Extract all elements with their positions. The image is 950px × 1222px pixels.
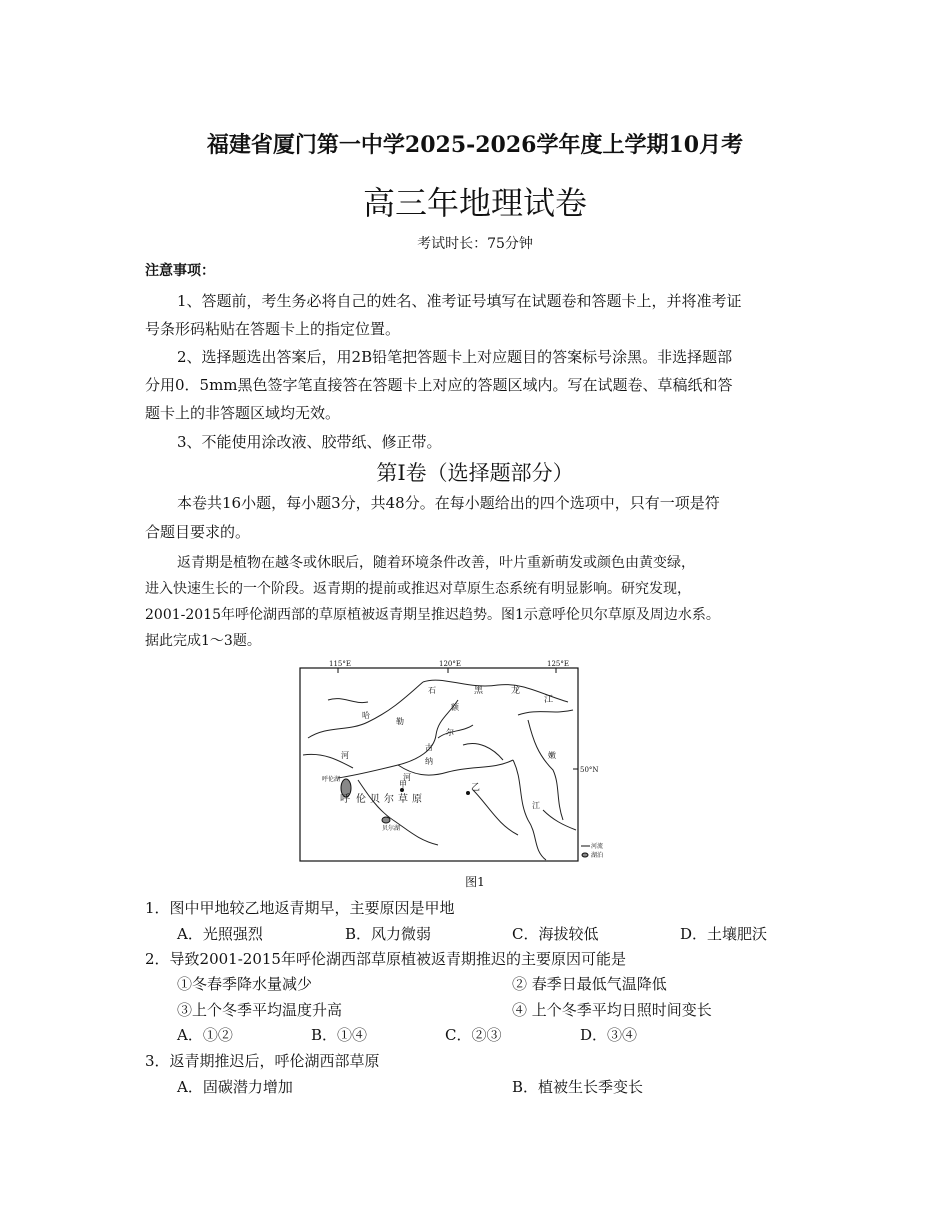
lon-label-125: 125°E [547,660,569,668]
notice-heading: 注意事项： [145,263,215,279]
map-place-label: 乙 [471,783,481,793]
question-1-stem: 1．图中甲地较乙地返青期早，主要原因是甲地 [145,899,455,917]
q2-statement-1: ①冬春季降水量减少 [177,975,313,993]
map-place-label: 伦 [356,794,366,805]
legend-lake: 湖泊 [591,852,604,859]
question-3-stem: 3．返青期推迟后，呼伦湖西部草原 [145,1052,380,1070]
map-place-label: 额 [451,703,459,712]
passage-line: 返青期是植物在越冬或休眠后，随着环境条件改善，叶片重新萌发或颜色由黄变绿， [177,555,695,571]
map-place-label: 石 [428,686,436,695]
notice-line: 号条形码粘贴在答题卡上的指定位置。 [145,320,401,338]
map-place-label: 勒 [396,717,404,726]
q2-statement-4: ④ 上个冬季平均日照时间变长 [512,1001,712,1019]
q1-option-a: A．光照强烈 [177,925,263,943]
exam-duration: 考试时长：75分钟 [417,236,533,252]
map-place-label: 河 [403,773,411,782]
passage-line: 2001-2015年呼伦湖西部的草原植被返青期呈推迟趋势。图1示意呼伦贝尔草原及周边水系。 [145,607,720,623]
q1-option-d: D．土壤肥沃 [680,925,768,943]
map-place-label: 尔 [384,794,394,805]
q3-option-a: A．固碳潜力增加 [177,1078,293,1096]
notice-line: 1、答题前，考生务必将自己的姓名、准考证号填写在试题卷和答题卡上，并将准考证 [177,292,742,310]
map-place-label: 呼 [340,794,350,805]
buir-lake [382,817,390,823]
map-place-label: 江 [544,695,554,705]
q2-option-d: D．③④ [580,1026,638,1044]
passage-line: 进入快速生长的一个阶段。返青期的提前或推迟对草原生态系统有明显影响。研究发现， [145,581,691,597]
map-place-label: 嫩 [548,751,556,760]
q3-option-b: B．植被生长季变长 [512,1078,644,1096]
point-yi [466,791,470,795]
map-place-label: 尔 [446,728,454,737]
map-place-label: 贝 [370,794,380,805]
exam-subject-title: 高三年地理试卷 [362,184,587,222]
question-2-stem: 2．导致2001-2015年呼伦湖西部草原植被返青期推迟的主要原因可能是 [145,950,626,968]
map-place-label: 古 [425,743,433,752]
lon-label-120: 120°E [439,660,461,668]
hailar-river [338,700,458,778]
q2-option-a: A．①② [177,1026,233,1044]
lon-label-115: 115°E [329,660,351,668]
section-title: 第Ⅰ卷（选择题部分） [376,461,574,485]
map-place-label: 哈 [362,711,370,720]
notice-line: 2、选择题选出答案后，用2B铅笔把答题卡上对应题目的答案标号涂黑。非选择题部 [177,348,733,366]
q2-statement-3: ③上个冬季平均温度升高 [177,1001,343,1019]
notice-line: 分用0．5mm黑色签字笔直接答在答题卡上对应的答题区域内。写在试题卷、草稿纸和答 [145,376,733,394]
exam-school-title: 福建省厦门第一中学2025-2026学年度上学期10月考 [206,132,744,158]
q1-option-b: B．风力微弱 [345,925,432,943]
nenjiang-river [513,760,546,860]
q1-option-c: C．海拔较低 [512,925,599,943]
map-place-label: 黑 [474,686,484,696]
hulunbuir-map-figure [298,660,610,866]
map-place-label: 龙 [511,686,521,696]
q2-option-b: B．①④ [311,1026,368,1044]
figure-caption: 图1 [465,875,485,889]
q2-option-c: C．②③ [445,1026,502,1044]
map-frame [300,668,578,861]
map-place-label: 甲 [399,780,407,789]
legend-river: 河流 [591,843,604,850]
erguna-river [308,682,423,738]
section-intro-line: 本卷共16小题，每小题3分，共48分。在每小题给出的四个选项中，只有一项是符 [177,494,720,512]
lat-label-50: 50°N [580,766,599,774]
map-place-label: 贝尔湖 [382,825,401,832]
map-place-label: 原 [412,794,422,805]
map-place-label: 纳 [425,757,433,766]
map-place-label: 草 [398,794,408,805]
notice-line: 题卡上的非答题区域均无效。 [145,404,341,422]
section-intro-line: 合题目要求的。 [145,523,251,541]
q2-statement-2: ② 春季日最低气温降低 [512,975,667,993]
map-place-label: 江 [532,801,540,810]
notice-line: 3、不能使用涂改液、胶带纸、修正带。 [177,433,442,451]
passage-line: 据此完成1～3题。 [145,633,261,649]
map-place-label: 呼伦湖 [322,776,341,783]
map-place-label: 河 [341,751,349,760]
